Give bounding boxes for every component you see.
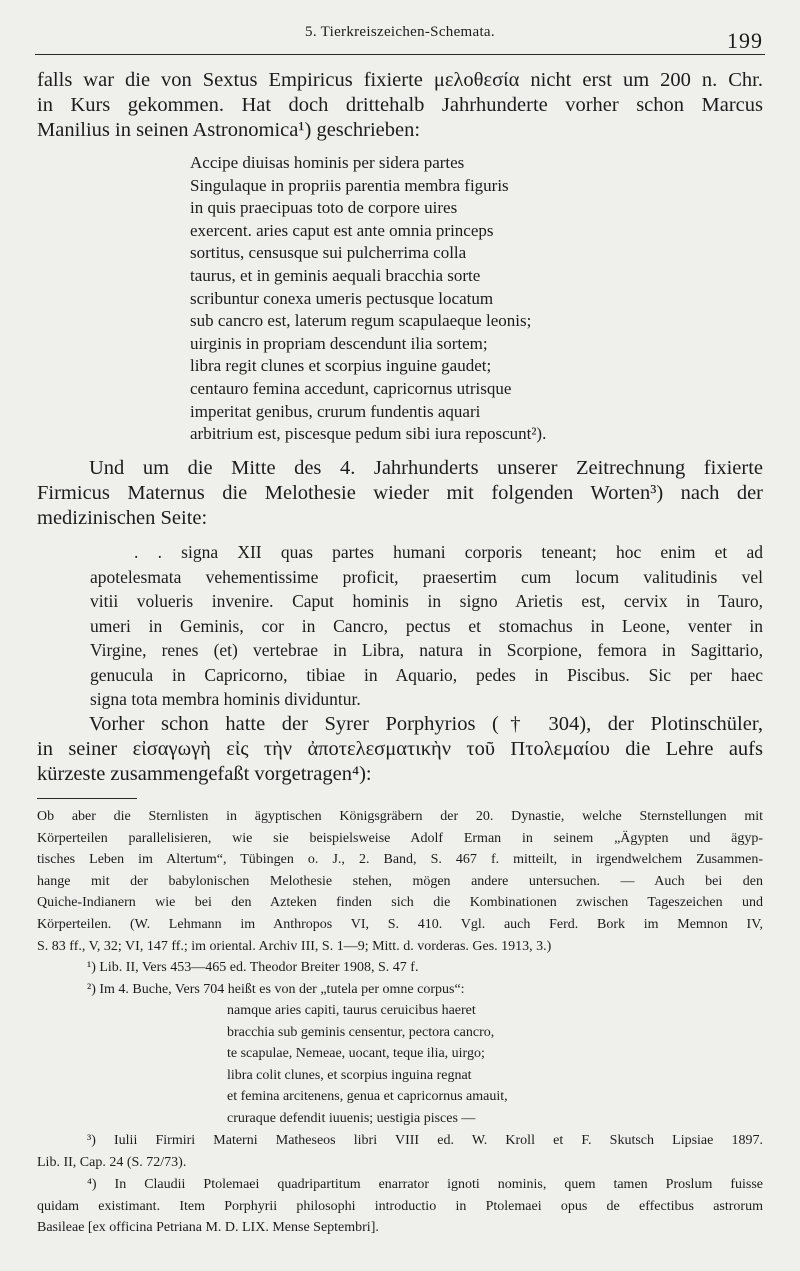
paragraph-1 — [37, 68, 763, 143]
text-line: in Kurs gekommen. Hat doch drittehalb Jahrhunderte vorher schon Marcus — [37, 94, 763, 116]
page-header — [35, 22, 765, 55]
text-line: Und um die Mitte des 4. Jahrhunderts unserer Zeitrechnung fixierte — [89, 457, 763, 479]
verse-line: et femina arcitenens, genua et capricornus amauit, — [227, 1089, 508, 1104]
quote-line: umeri in Geminis, cor in Cancro, pectus et stomachus in Leone, venter in — [90, 615, 763, 636]
verse-line: uirginis in propriam descendunt ilia sortem; — [190, 333, 488, 353]
text-line: medizinischen Seite: — [37, 507, 208, 529]
verse-line: in quis praecipuas toto de corpore uires — [190, 198, 458, 218]
footnote-line: ⁴) In Claudii Ptolemaei quadripartitum enarrator ignoti nominis, quem tamen Proslum fuisse — [87, 1177, 763, 1192]
quote-line: apotelesmata vehementissime proficit, praesertim cum locum valitudinis vel — [90, 566, 763, 587]
verse-line: arbitrium est, piscesque pedum sibi iura reposcunt²). — [190, 424, 547, 444]
footnote-rule — [37, 798, 137, 799]
verse-line: Singulaque in propriis parentia membra figuris — [190, 175, 509, 195]
text-line: kürzeste zusammengefaßt vorgetragen⁴): — [37, 763, 372, 785]
text-line: Vorher schon hatte der Syrer Porphyrios († 304), der Plotinschüler, — [89, 713, 763, 735]
footnote-2: ²) Im 4. Buche, Vers 704 heißt es von der „tutela per omne corpus“: — [87, 981, 465, 997]
running-head: 5. Tierkreiszeichen-Schemata. — [305, 24, 495, 40]
verse-line: sub cancro est, laterum regum scapulaeque leonis; — [190, 311, 532, 331]
footnote-line: Ob aber die Sternlisten in ägyptischen Königsgräbern der 20. Dynastie, welche Sternstellungen mit — [37, 809, 763, 824]
verse-line: libra colit clunes, et scorpius inguina regnat — [227, 1067, 472, 1083]
manilius-verse — [190, 152, 660, 446]
verse-line: taurus, et in geminis aequali bracchia sorte — [190, 265, 481, 285]
verse-line: cruraque defendit iuuenis; uestigia pisces — — [227, 1110, 476, 1126]
paragraph-3 — [37, 712, 763, 787]
text-line: in seiner εἰσαγωγὴ εἰς τὴν ἀποτελεσματικὴν τοῦ Πτολεμαίου die Lehre aufs — [37, 738, 763, 760]
text-line: Manilius in seinen Astronomica¹) geschrieben: — [37, 119, 421, 141]
verse-line: te scapulae, Nemeae, uocant, teque ilia, uirgo; — [227, 1046, 485, 1061]
quote-line: Virgine, renes (et) vertebrae in Libra, natura in Scorpione, femora in Sagittario, — [90, 640, 763, 660]
footnote-line: S. 83 ff., V, 32; VI, 147 ff.; im oriental. Archiv III, S. 1—9; Mitt. d. vorderas. Ges. 1913, 3.) — [37, 938, 552, 954]
footnote-line: hange mit der babylonischen Melothesie stehen, mögen andere untersuchen. — Auch bei den — [37, 873, 763, 889]
footnote-line: tisches Leben im Altertum“, Tübingen o. J., 2. Band, S. 467 f. mitteilt, in irgendwelchem Zusammen- — [37, 852, 763, 868]
verse-line: sortitus, censusque sui pulcherrima colla — [190, 243, 467, 263]
verse-line: namque aries capiti, taurus ceruicibus haeret — [227, 1003, 476, 1018]
footnote-3 — [37, 1130, 763, 1173]
paragraph-2 — [37, 456, 763, 531]
footnote-line: ³) Iulii Firmiri Materni Matheseos libri VIII ed. W. Kroll et F. Skutsch Lipsiae 1897. — [87, 1133, 763, 1148]
verse-line: Accipe diuisas hominis per sidera partes — [190, 153, 465, 172]
footnote-2-verse — [227, 1000, 627, 1129]
footnote-line: Lib. II, Cap. 24 (S. 72/73). — [37, 1154, 187, 1170]
footnote-line: quidam existimant. Item Porphyrii philosophi introductio in Ptolemaei opus de effectibus astrorum — [37, 1198, 763, 1214]
verse-line: exercent. aries caput est ante omnia princeps — [190, 220, 494, 240]
footnote-1: ¹) Lib. II, Vers 453—465 ed. Theodor Breiter 1908, S. 47 f. — [87, 960, 419, 976]
footnote-line: Basileae [ex officina Petriana M. D. LIX. Mense Septembri]. — [37, 1220, 379, 1236]
footnote-line: Quiche-Indianern wie bei den Azteken finden sich die Kombinationen zwischen Tageszeichen und — [37, 895, 763, 911]
footnote-line: Körperteilen parallelisieren, wie sie beispielsweise Adolf Erman in seinem „Ägypten und ägyp- — [37, 830, 763, 846]
footnote-line: Körperteilen. (W. Lehmann im Anthropos VI, S. 410. Vgl. auch Ferd. Bork im Memnon IV, — [37, 916, 763, 932]
firmicus-quote — [90, 540, 763, 712]
text-line: Firmicus Maternus die Melothesie wieder mit folgenden Worten³) nach der — [37, 482, 763, 504]
footnote-4 — [37, 1174, 763, 1239]
footnote-continued — [37, 806, 763, 1000]
verse-line: imperitat genibus, crurum fundentis aquari — [190, 401, 481, 421]
quote-line: genucula in Capricorno, tibiae in Aquario, pedes in Piscibus. Sic per haec — [90, 664, 763, 685]
verse-line: bracchia sub geminis censentur, pectora cancro, — [227, 1024, 495, 1040]
quote-line: signa tota membra hominis dividuntur. — [90, 689, 361, 709]
verse-line: scribuntur conexa umeris pectusque locatum — [190, 288, 494, 308]
page-number: 199 — [727, 28, 763, 53]
quote-line: . . signa XII quas partes humani corporis teneant; hoc enim et ad — [134, 542, 763, 562]
verse-line: libra regit clunes et scorpius inguine gaudet; — [190, 356, 492, 376]
text-line: falls war die von Sextus Empiricus fixierte μελοθεσία nicht erst um 200 n. Chr. — [37, 69, 763, 91]
verse-line: centauro femina accedunt, capricornus utrisque — [190, 378, 512, 398]
quote-line: vitii volueris invenire. Caput hominis in signo Arietis est, cervix in Tauro, — [90, 591, 763, 611]
